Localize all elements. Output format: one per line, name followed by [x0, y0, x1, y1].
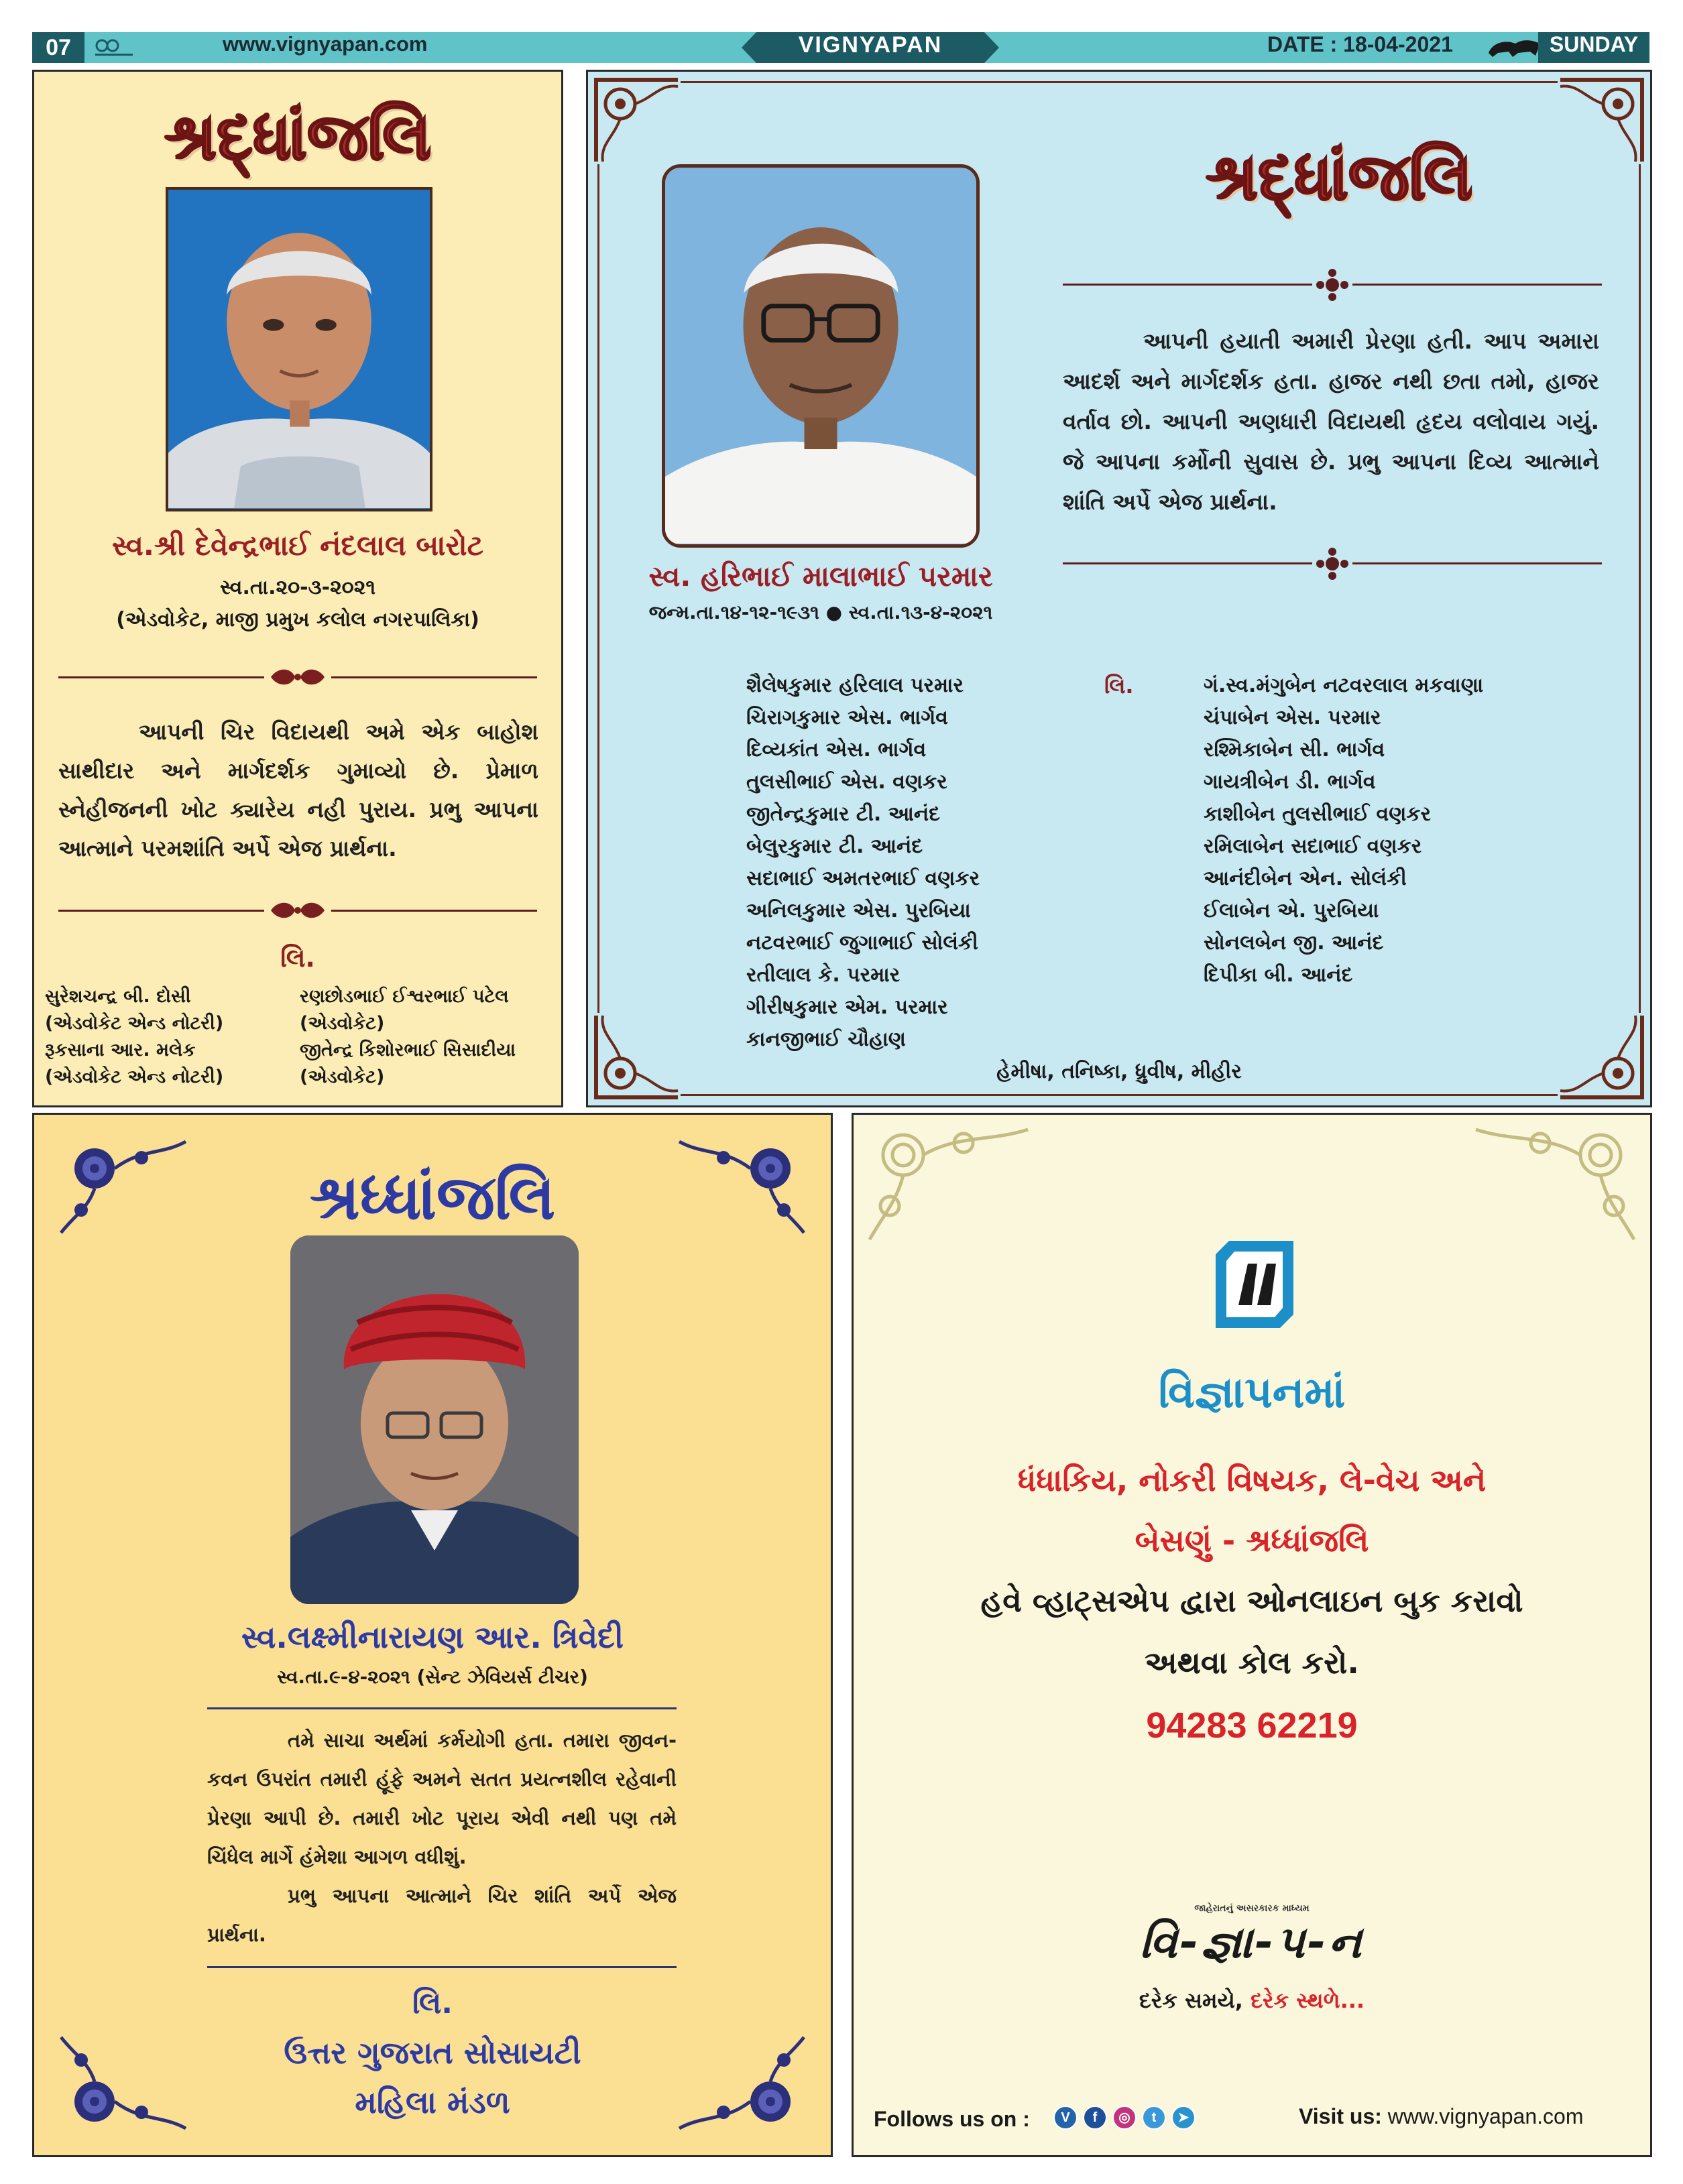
ornament-icon: [264, 896, 331, 924]
vignyapan-app-icon[interactable]: V: [1053, 2106, 1078, 2130]
floral-corner-icon: [863, 1121, 1031, 1242]
ad4-brand-small: જાહેરાતનું અસરકારક માધ્યમ: [1194, 1903, 1310, 1914]
ad1-signatories-right: [300, 983, 561, 1091]
header-date: DATE : 18-04-2021: [1267, 32, 1453, 56]
ad3-name: સ્વ.લક્ષ્મીનારાયણ આર. ત્રિવેદી: [241, 1619, 624, 1655]
ad2-grandchildren: હેમીષા, તનિષ્કા, ધ્રુવીષ, મીહીર: [996, 1060, 1242, 1083]
ad1-portrait-photo: [166, 187, 432, 511]
page-number: 07: [32, 32, 84, 63]
list-item: ચિરાગકુમાર એસ. ભાર્ગવ: [746, 706, 948, 729]
signatory-name: રૂકસાના આર. મલેક: [45, 1040, 196, 1060]
ad2-left-names: [746, 670, 1095, 1056]
signatory-name: જીતેન્દ્ર કિશોરભાઈ સિસાદીયા: [300, 1040, 516, 1060]
list-item: રશ્મિકાબેન સી. ભાર્ગવ: [1204, 738, 1385, 762]
ad4-follow-label: Follows us on :: [874, 2107, 1030, 2131]
ad4-visit: [1299, 2104, 1583, 2129]
obituary-ad-trivedi: [32, 1113, 833, 2157]
ad2-right-names: [1204, 670, 1619, 991]
ad4-heading: વિજ્ઞાપનમાં: [1158, 1368, 1346, 1418]
ad2-heading: શ્રદ્ધાંજલિ: [1205, 139, 1473, 215]
ad3-portrait-photo: [290, 1235, 579, 1604]
tagline-part-a: દરેક સમયે,: [1139, 1988, 1243, 2013]
ad1-name: સ્વ.શ્રી દેવેન્દ્રભાઈ નંદલાલ બારોટ: [111, 529, 484, 562]
visit-label: Visit us:: [1299, 2104, 1382, 2128]
ad4-line-4: અથવા કોલ કરો.: [1145, 1644, 1359, 1681]
obituary-ad-parmar: [586, 70, 1652, 1107]
ad2-message: આપની હયાતી અમારી પ્રેરણા હતી. આપ અમારા આદર્શ અને માર્ગદર્શક હતા. હાજર નથી છતા તમો, હાજર વર્તાવ છો. આપની અણધારી વિદાયથી હૃદય વલોવાય ગયું. જે આપના કર્મોની સુવાસ છે. પ્રભુ આપના દિવ્ય આત્માને શાંતિ અર્પે એજ પ્રાર્થના.: [1063, 328, 1599, 515]
ad1-signatories-left: [45, 983, 300, 1091]
ad3-org-line-1: ઉત્તર ગુજરાત સોસાયટી: [284, 2035, 581, 2071]
list-item: સોનલબેન જી. આનંદ: [1204, 931, 1384, 955]
instagram-icon[interactable]: ◎: [1112, 2106, 1137, 2130]
ad2-portrait-photo: [662, 164, 980, 548]
list-item: રમિલાબેન સદાભાઈ વણકર: [1204, 835, 1422, 858]
header-website[interactable]: www.vignyapan.com: [223, 32, 428, 56]
list-item: દિવ્યકાંત એસ. ભાર્ગવ: [746, 738, 927, 762]
list-item: ચંપાબેન એસ. પરમાર: [1204, 706, 1381, 729]
border-line: [1639, 164, 1641, 1013]
list-item: જીતેન્દ્રકુમાર ટી. આનંદ: [746, 802, 941, 826]
facebook-icon[interactable]: f: [1083, 2106, 1107, 2130]
header-title: VIGNYAPAN: [756, 32, 984, 63]
corner-ornament-icon: [593, 77, 681, 164]
ad4-line-2: બેસણું - શ્રધ્ધાંજલિ: [1135, 1522, 1369, 1559]
ad4-line-1: ધંધાકિય, નોકરી વિષયક, લે-વેચ અને: [1017, 1462, 1487, 1498]
list-item: આનંદીબેન એન. સોલંકી: [1204, 867, 1407, 890]
ad3-message-2: પ્રભુ આપના આત્માને ચિર શાંતિ અર્પે એજ પ્રાર્થના.: [207, 1884, 677, 1946]
ad3-heading: શ્રધ્ધાંજલિ: [309, 1162, 556, 1233]
ad3-divider: [207, 1707, 677, 1709]
ad2-name: સ્વ. હરિભાઈ માલાભાઈ પરમાર: [648, 560, 993, 593]
header-day: SUNDAY: [1538, 32, 1649, 63]
telegram-icon[interactable]: ➤: [1171, 2106, 1196, 2130]
publication-logo-icon: [94, 38, 134, 58]
ad2-li-label: લિ.: [1104, 673, 1134, 699]
ad3-li-label: લિ.: [412, 1986, 453, 2020]
twitter-icon[interactable]: t: [1142, 2106, 1166, 2130]
corner-ornament-icon: [593, 1013, 681, 1100]
ornament-icon: [1299, 545, 1366, 583]
list-item: ગાયત્રીબેન ડી. ભાર્ગવ: [1204, 770, 1376, 794]
ad3-org-line-2: મહિલા મંડળ: [355, 2084, 510, 2120]
signatory-role: (એડવોકેટ એન્ડ નોટરી): [45, 1067, 224, 1087]
list-item: નટવરભાઈ જુગાભાઈ સોલંકી: [746, 931, 978, 955]
ad1-death-date: સ્વ.તા.૨૦-૩-૨૦૨૧: [219, 576, 376, 599]
list-item: કાશીબેન તુલસીભાઈ વણકર: [1204, 802, 1432, 826]
list-item: દિપીકા બી. આનંદ: [1204, 963, 1353, 987]
list-item: ઈલાબેન એ. પુરબિયા: [1204, 899, 1379, 922]
visit-url-link[interactable]: www.vignyapan.com: [1387, 2104, 1584, 2128]
ad3-dates: સ્વ.તા.૯-૪-૨૦૨૧ (સેન્ટ ઝેવિયર્સ ટીચર): [277, 1666, 588, 1688]
ad3-message-1: તમે સાચા અર્થમાં કર્મયોગી હતા. તમારા જીવન-કવન ઉપરાંત તમારી હૂંફે અમને સતત પ્રયત્નશીલ રહેવાની પ્રેરણા આપી છે. તમારી ખોટ પૂરાય એવી નથી પણ તમે ચિંધેલ માર્ગે હંમેશા આગળ વધીશું.: [207, 1729, 677, 1868]
list-item: શૈલેષકુમાર હરિલાલ પરમાર: [746, 674, 964, 697]
ad2-dates: જન્મ.તા.૧૪-૧૨-૧૯૩૧ ● સ્વ.તા.૧૩-૪-૨૦૨૧: [648, 601, 993, 623]
page-header: [32, 32, 1649, 63]
ad1-designation: (એડવોકેટ, માજી પ્રમુખ કલોલ નગરપાલિકા): [116, 608, 479, 631]
ad4-line-3: હવે વ્હાટ્સએપ દ્વારા ઓનલાઇન બુક કરાવો: [980, 1583, 1523, 1619]
obituary-ad-barot: [32, 70, 563, 1107]
list-item: રતીલાલ કે. પરમાર: [746, 963, 901, 987]
signatory-role: (એડવોકેટ): [300, 1067, 385, 1087]
border-line: [681, 81, 1558, 83]
ad3-divider: [207, 1966, 677, 1968]
ad1-heading: શ્રદ્ધાંજલિ: [164, 99, 432, 174]
list-item: ગીરીષકુમાર એમ. પરમાર: [746, 995, 948, 1019]
border-line: [681, 1094, 1558, 1096]
ornament-icon: [264, 663, 331, 691]
signatory-role: (એડવોકેટ): [300, 1013, 385, 1034]
signatory-role: (એડવોકેટ એન્ડ નોટરી): [45, 1013, 224, 1034]
corner-ornament-icon: [1558, 1013, 1645, 1100]
list-item: ગં.સ્વ.મંગુબેન નટવરલાલ મકવાણા: [1204, 674, 1484, 697]
list-item: કાનજીભાઈ ચૌહાણ: [746, 1028, 906, 1051]
tagline-part-b: દરેક સ્થળે...: [1251, 1988, 1365, 2013]
list-item: સદાભાઈ અમતરભાઈ વણકર: [746, 867, 980, 890]
signatory-name: સુરેશચન્દ્ર બી. દોસી: [45, 986, 191, 1007]
ad1-message: આપની ચિર વિદાયથી અમે એક બાહોશ સાથીદાર અને માર્ગદર્શક ગુમાવ્યો છે. પ્રેમાળ સ્નેહીજનની ખોટ ક્યારેય નહી પુરાય. પ્રભુ આપના આત્માને પરમશાંતિ અર્પે એજ પ્રાર્થના.: [58, 719, 538, 861]
ad4-brand-wordmark: વિ-જ્ઞા-પ-ન: [1139, 1917, 1365, 1968]
ad4-phone-number[interactable]: 94283 62219: [1146, 1705, 1358, 1746]
floral-corner-icon: [1473, 1121, 1641, 1242]
ornament-icon: [1299, 266, 1366, 304]
list-item: તુલસીભાઈ એસ. વણકર: [746, 770, 947, 794]
signatory-name: રણછોડભાઈ ઈશ્વરભાઈ પટેલ: [300, 986, 509, 1007]
list-item: બેલુરકુમાર ટી. આનંદ: [746, 835, 923, 858]
list-item: અનિલકુમાર એસ. પુરબિયા: [746, 899, 971, 922]
vignyapan-logo-icon: [1216, 1241, 1293, 1328]
vignyapan-promo-ad: [852, 1113, 1652, 2157]
ad1-li-label: લિ.: [280, 943, 315, 973]
ad4-tagline: [854, 1988, 1650, 2014]
